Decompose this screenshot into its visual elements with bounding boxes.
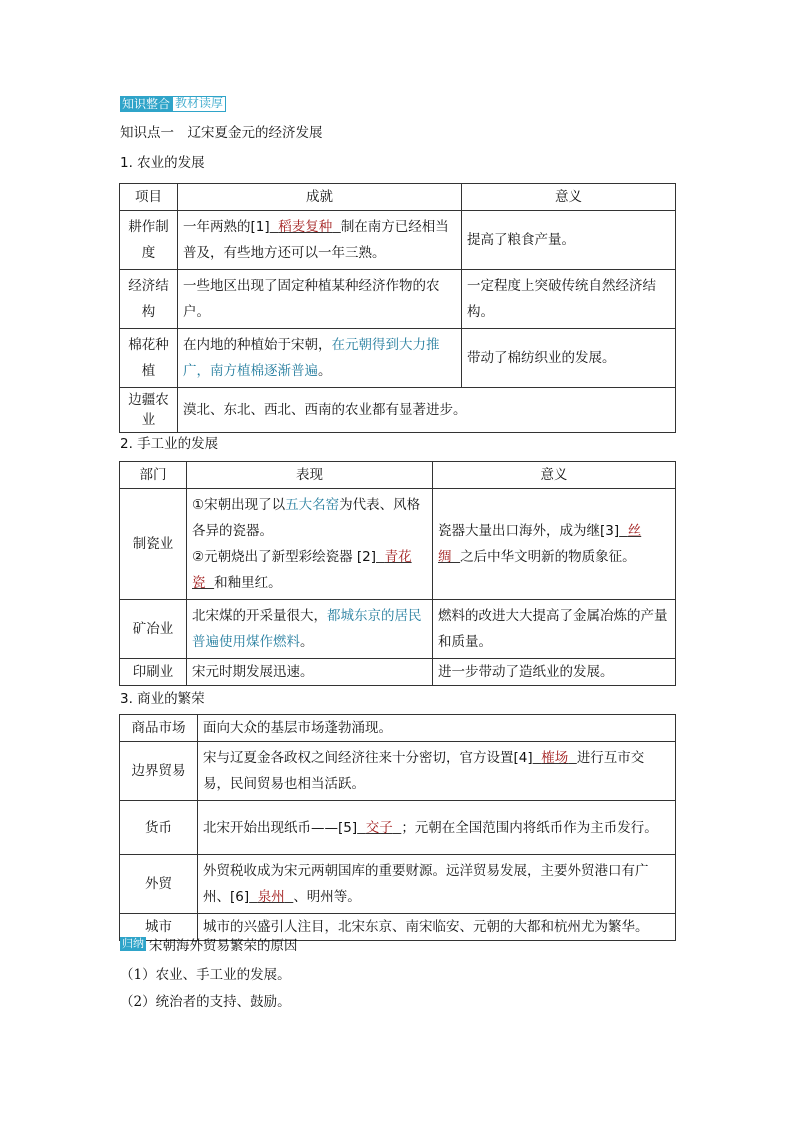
row-performance: 宋元时期发展迅速。: [187, 659, 433, 686]
table-row: [120, 388, 676, 433]
answer-blank: 青花瓷: [192, 549, 412, 591]
table-row: [120, 489, 676, 600]
answer-blank: 稻麦复种: [278, 219, 333, 235]
row-achievement: 一些地区出现了固定种植某种经济作物的农户。: [178, 270, 462, 329]
row-item: 边疆农业: [120, 388, 178, 433]
header-cell: 部门: [120, 462, 187, 489]
sec2-heading: 2. 手工业的发展: [120, 436, 219, 452]
row-achievement: 一年两熟的[1] 稻麦复种 制在南方已经相当普及，有些地方还可以一年三熟。: [178, 211, 462, 270]
row-performance: ①宋朝出现了以五大名窑为代表、风格各异的瓷器。 ②元朝烧出了新型彩绘瓷器 [2] 青花瓷 和釉里红。: [187, 489, 433, 600]
row-item: 商品市场: [120, 715, 198, 742]
row-content: 城市的兴盛引人注目，北宋东京、南宋临安、元朝的大都和杭州尤为繁华。: [198, 914, 676, 941]
row-content: 外贸税收成为宋元两朝国库的重要财源。远洋贸易发展，主要外贸港口有广州、[6] 泉州 、明州等。: [198, 855, 676, 914]
table-header-row: [120, 462, 676, 489]
agriculture-table: [119, 183, 676, 433]
row-meaning: 瓷器大量出口海外，成为继[3] 丝绸 之后中华文明新的物质象征。: [433, 489, 676, 600]
highlight-text: 五大名窑: [285, 497, 340, 513]
row-item: 棉花种植: [120, 329, 178, 388]
row-meaning: 一定程度上突破传统自然经济结构。: [462, 270, 676, 329]
header-cell: 意义: [433, 462, 676, 489]
table-row: [120, 715, 676, 742]
highlight-text: 在元朝得到大力推广，南方植棉逐渐普遍: [183, 337, 440, 379]
row-achievement: 漠北、东北、西北、西南的农业都有显著进步。: [178, 388, 676, 433]
header-cell: 表现: [187, 462, 433, 489]
row-item: 制瓷业: [120, 489, 187, 600]
row-meaning: 提高了粮食产量。: [462, 211, 676, 270]
row-performance: 北宋煤的开采量很大，都城东京的居民普遍使用煤作燃料。: [187, 600, 433, 659]
row-content: 北宋开始出现纸币——[5] 交子 ；元朝在全国范围内将纸币作为主币发行。: [198, 801, 676, 855]
row-item: 城市: [120, 914, 198, 941]
row-meaning: 带动了棉纺织业的发展。: [462, 329, 676, 388]
header-cell: 成就: [178, 184, 462, 211]
table-header-row: [120, 184, 676, 211]
row-item: 印刷业: [120, 659, 187, 686]
table-row: [120, 211, 676, 270]
section-badges: [120, 96, 226, 112]
table-row: [120, 659, 676, 686]
table-row: [120, 600, 676, 659]
commerce-table: [119, 714, 676, 941]
row-content: 宋与辽夏金各政权之间经济往来十分密切，官方设置[4] 榷场 进行互市交易，民间贸易也相当活跃。: [198, 742, 676, 801]
row-item: 矿冶业: [120, 600, 187, 659]
table-row: [120, 329, 676, 388]
summary-note: [120, 934, 298, 954]
row-content: 面向大众的基层市场蓬勃涌现。: [198, 715, 676, 742]
page-title: 知识点一 辽宋夏金元的经济发展: [120, 125, 323, 141]
row-item: 边界贸易: [120, 742, 198, 801]
answer-blank: 丝绸: [438, 523, 642, 565]
table-row: [120, 801, 676, 855]
summary-title: 宋朝海外贸易繁荣的原因: [149, 938, 298, 954]
row-achievement: 在内地的种植始于宋朝，在元朝得到大力推广，南方植棉逐渐普遍。: [178, 329, 462, 388]
table-row: [120, 855, 676, 914]
row-item: 耕作制度: [120, 211, 178, 270]
badge-textbook: 教材读厚: [172, 96, 226, 112]
handicraft-table: [119, 461, 676, 686]
summary-item: （2）统治者的支持、鼓励。: [120, 994, 291, 1010]
table-row: [120, 742, 676, 801]
table-row: [120, 270, 676, 329]
answer-blank: 榷场: [541, 750, 569, 766]
sec3-heading: 3. 商业的繁荣: [120, 691, 205, 707]
header-cell: 意义: [462, 184, 676, 211]
highlight-text: 都城东京的居民普遍使用煤作燃料: [192, 608, 422, 650]
sec1-heading: 1. 农业的发展: [120, 155, 205, 171]
row-meaning: 进一步带动了造纸业的发展。: [433, 659, 676, 686]
summary-tag: 归纳: [122, 937, 144, 950]
badge-knowledge: 知识整合: [122, 97, 171, 111]
header-cell: 项目: [120, 184, 178, 211]
row-item: 货币: [120, 801, 198, 855]
row-item: 经济结构: [120, 270, 178, 329]
row-meaning: 燃料的改进大大提高了金属冶炼的产量和质量。: [433, 600, 676, 659]
answer-blank: 泉州: [257, 889, 285, 905]
answer-blank: 交子: [365, 819, 393, 836]
row-item: 外贸: [120, 855, 198, 914]
summary-item: （1）农业、手工业的发展。: [120, 967, 291, 983]
